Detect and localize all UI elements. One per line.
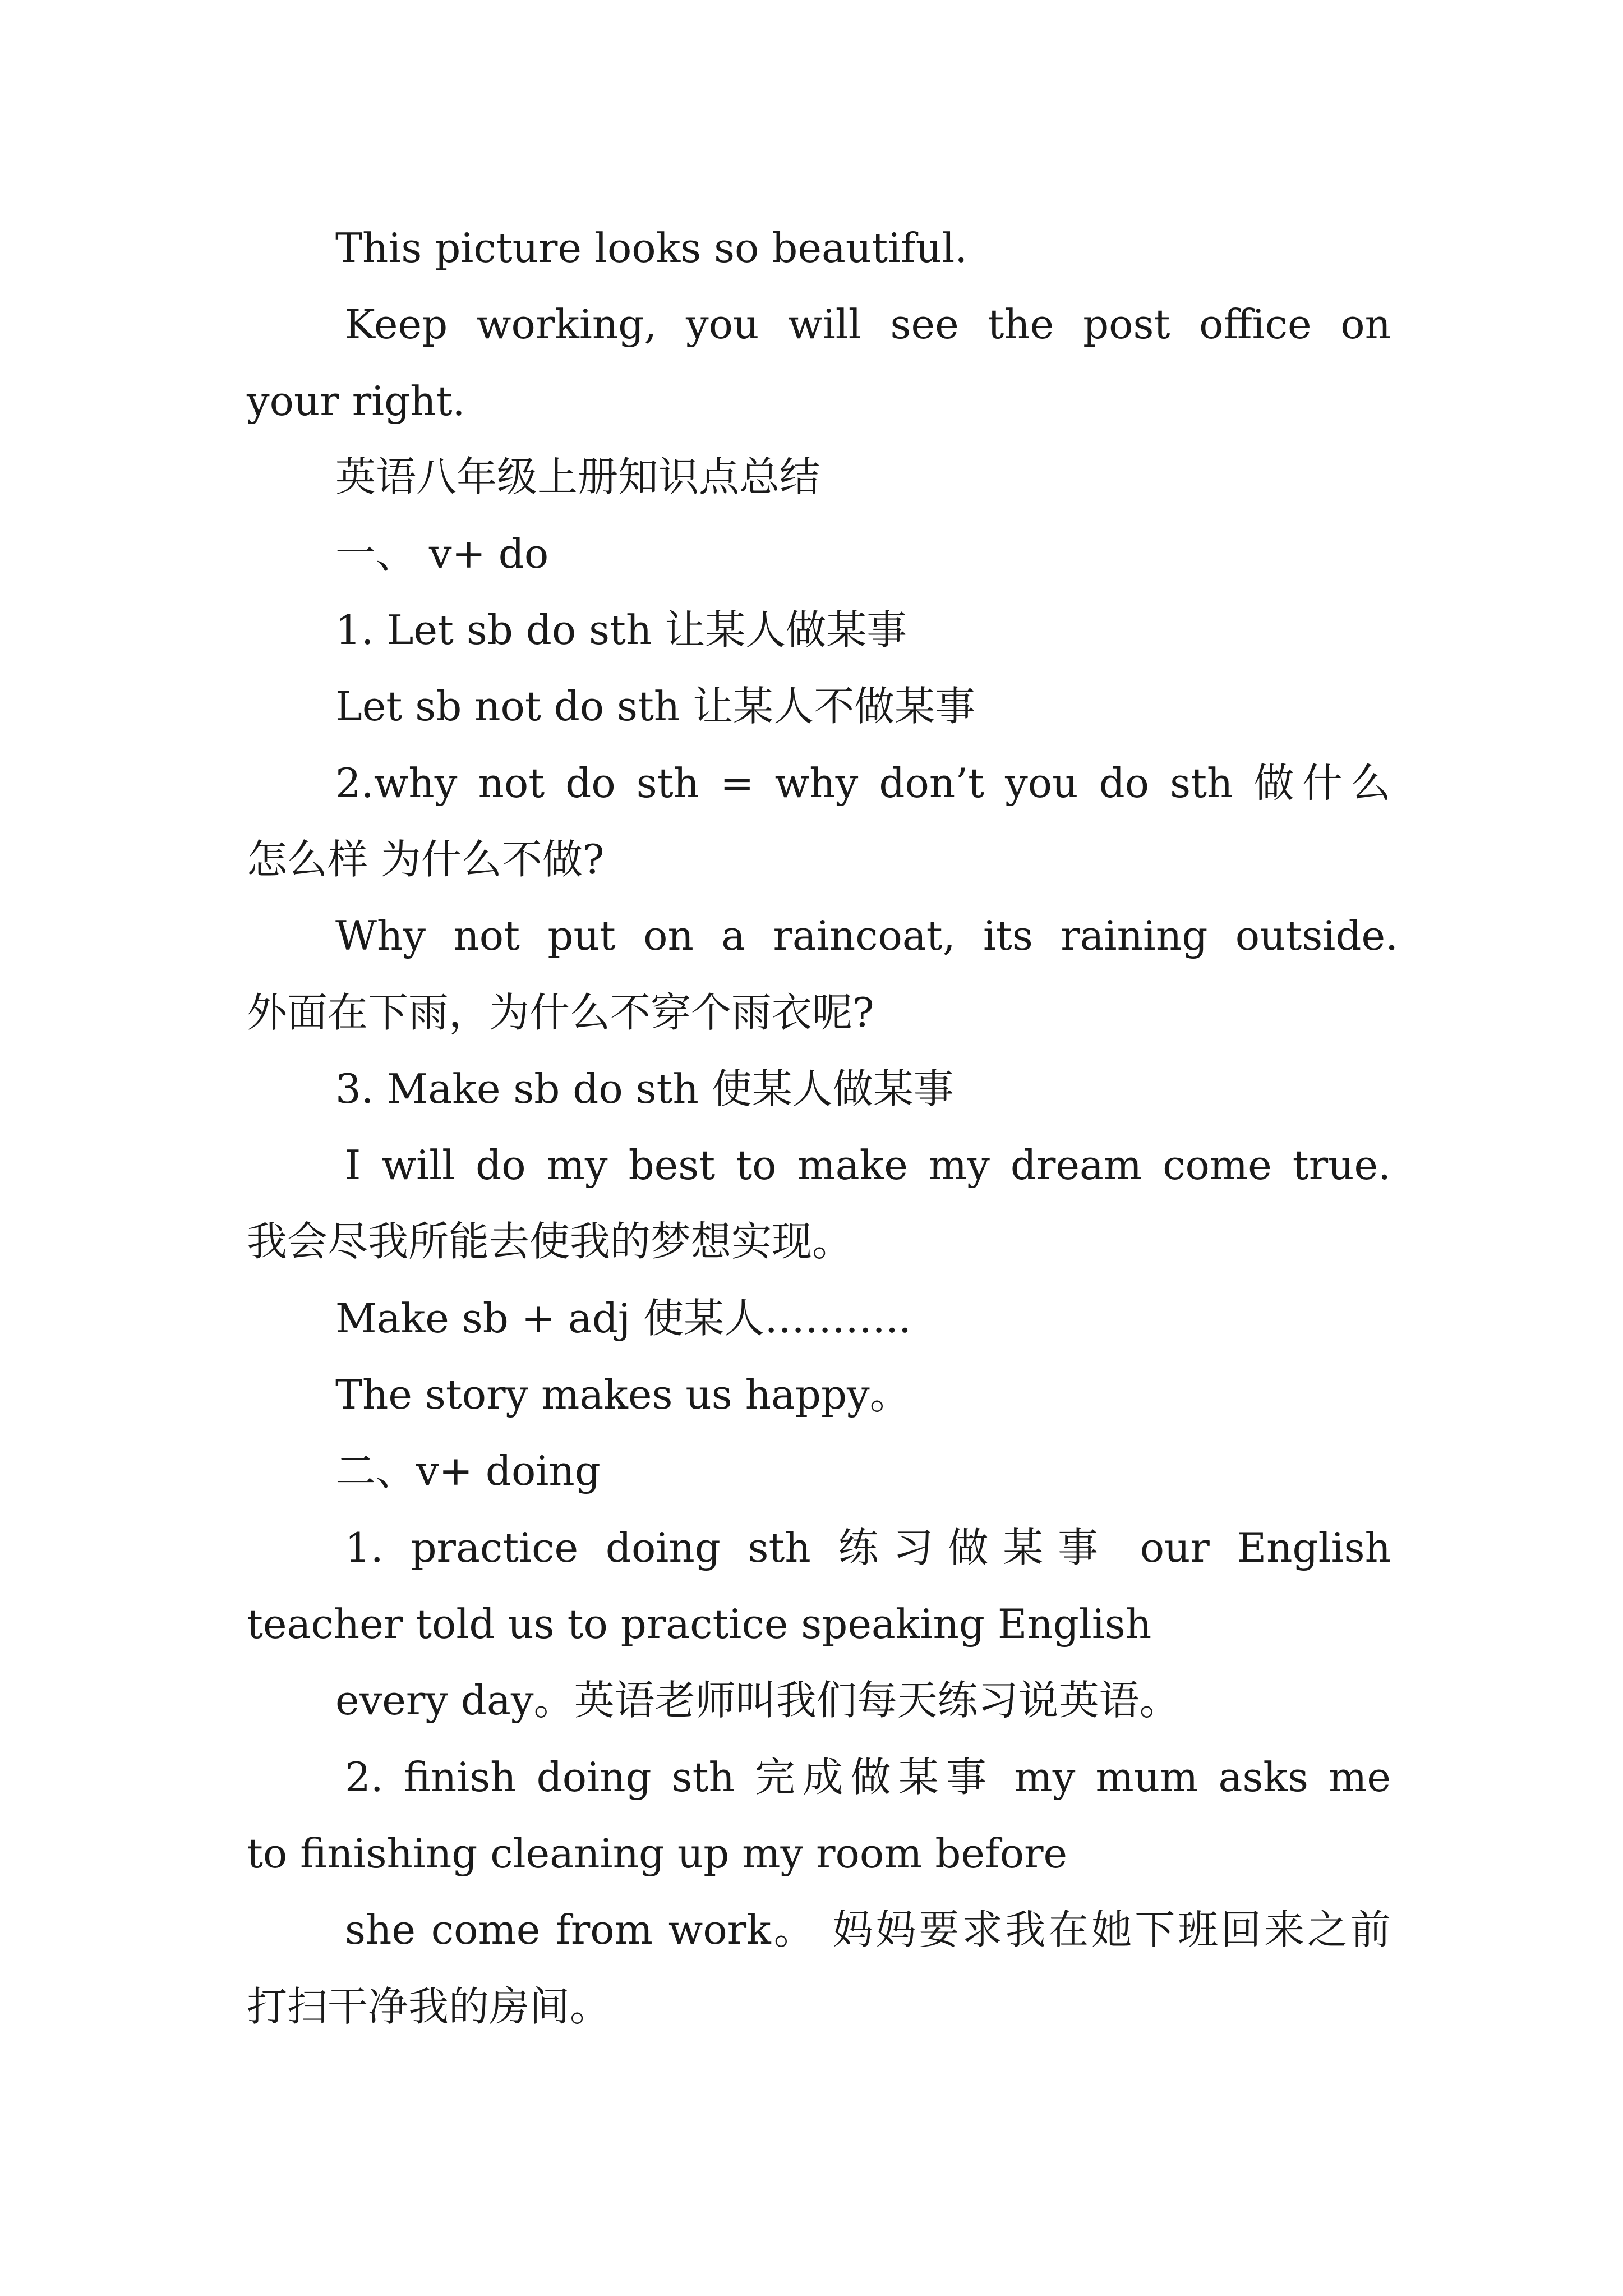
text-line-19: teacher told us to practice speaking English	[247, 1600, 1152, 1648]
text-line-23: she come from work。 妈妈要求我在她下班回来之前	[345, 1906, 1391, 1953]
text-line-16: The story makes us happy。	[335, 1371, 910, 1418]
section-heading-2: 二、v+ doing	[335, 1447, 601, 1494]
text-line-3: your right.	[247, 378, 465, 425]
text-line-2: Keep working, you will see the post office on	[345, 301, 1391, 348]
text-line-1: This picture looks so beautiful.	[335, 224, 968, 272]
text-line-12: 3. Make sb do sth 使某人做某事	[335, 1065, 954, 1112]
section-title: 英语八年级上册知识点总结	[335, 453, 820, 500]
text-line-9: 怎么样 为什么不做?	[247, 836, 605, 883]
text-line-21: 2. finish doing sth 完成做某事 my mum asks me	[345, 1754, 1391, 1801]
section-heading-1: 一、 v+ do	[335, 530, 549, 577]
text-line-11: 外面在下雨，为什么不穿个雨衣呢?	[247, 989, 874, 1036]
text-line-22: to finishing cleaning up my room before	[247, 1830, 1068, 1877]
text-line-10: Why not put on a raincoat, its raining outside.	[335, 912, 1398, 959]
text-line-24: 打扫干净我的房间。	[247, 1983, 611, 2030]
text-line-20: every day。英语老师叫我们每天练习说英语。	[335, 1677, 1180, 1724]
text-line-6: 1. Let sb do sth 让某人做某事	[335, 606, 907, 654]
text-line-7: Let sb not do sth 让某人不做某事	[335, 683, 976, 730]
text-line-13: I will do my best to make my dream come true.	[345, 1142, 1391, 1189]
text-line-18: 1. practice doing sth 练习做某事 our English	[345, 1524, 1391, 1571]
text-line-15: Make sb + adj 使某人………..	[335, 1295, 911, 1342]
text-line-14: 我会尽我所能去使我的梦想实现。	[247, 1218, 853, 1265]
text-line-8: 2.why not do sth = why don’t you do sth 做什么	[335, 760, 1391, 807]
